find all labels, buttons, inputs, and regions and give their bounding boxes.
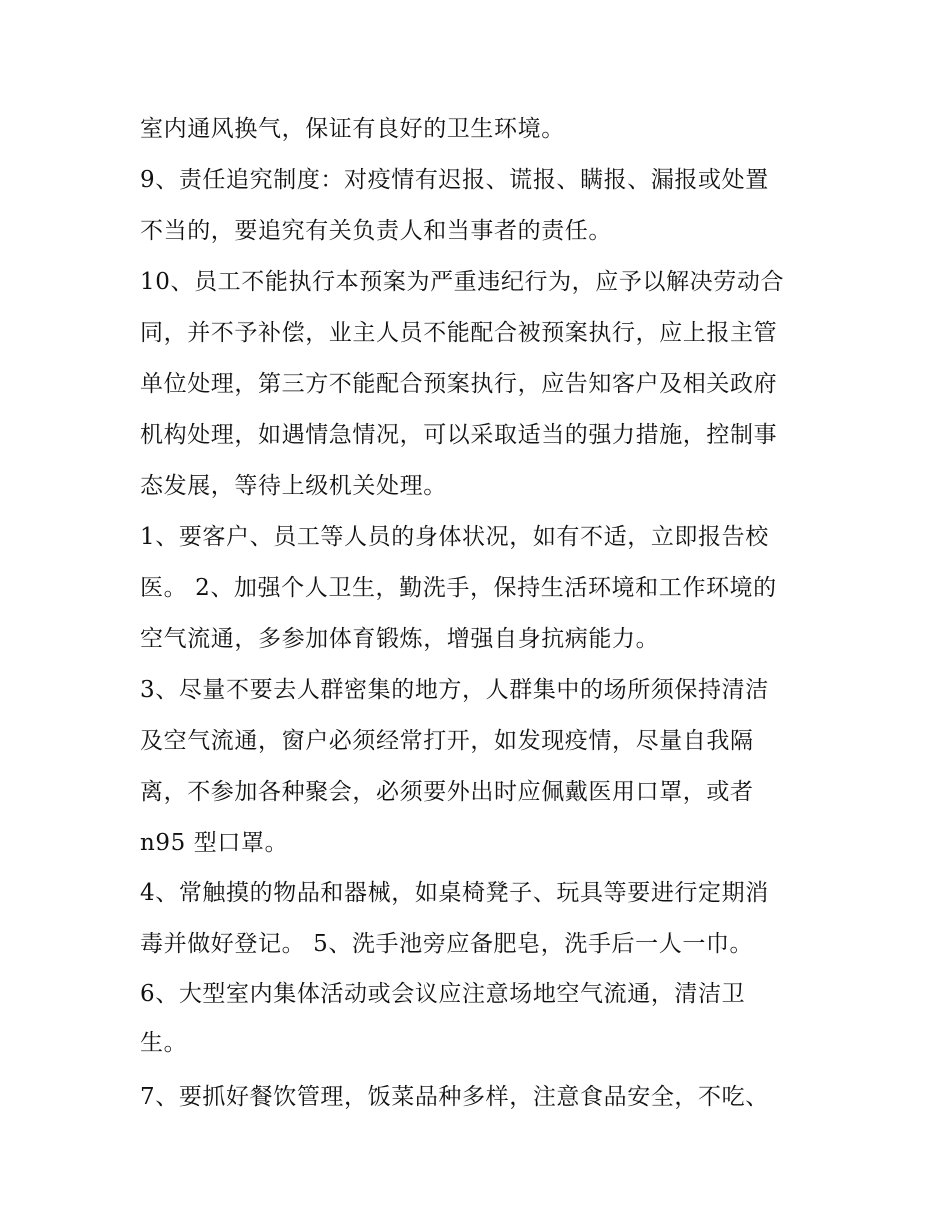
- text-line: 单位处理，第三方不能配合预案执行，应告知客户及相关政府: [140, 371, 778, 397]
- text-line: 空气流通，多参加体育锻炼，增强自身抗病能力。: [140, 626, 660, 652]
- text-line: 医。 2、加强个人卫生，勤洗手，保持生活环境和工作环境的: [140, 575, 777, 601]
- text-line: 及空气流通，窗户必须经常打开，如发现疫情，尽量自我隔: [140, 728, 754, 754]
- text-line: 6、大型室内集体活动或会议应注意场地空气流通，清洁卫: [140, 981, 746, 1007]
- text-line: 离，不参加各种聚会，必须要外出时应佩戴医用口罩，或者: [140, 779, 754, 805]
- text-line: 10、员工不能执行本预案为严重违纪行为，应予以解决劳动合: [140, 269, 785, 295]
- text-line: 同，并不予补偿，业主人员不能配合被预案执行，应上报主管: [140, 320, 778, 346]
- text-line: 态发展，等待上级机关处理。: [140, 473, 447, 499]
- text-line: 1、要客户、员工等人员的身体状况，如有不适，立即报告校: [140, 524, 769, 550]
- text-line: 机构处理，如遇情急情况，可以采取适当的强力措施，控制事: [140, 422, 778, 448]
- text-line: 9、责任追究制度：对疫情有迟报、谎报、瞒报、漏报或处置: [140, 167, 769, 193]
- text-line: 7、要抓好餐饮管理，饭菜品种多样，注意食品安全，不吃、: [140, 1084, 769, 1110]
- text-line: 不当的，要追究有关负责人和当事者的责任。: [140, 218, 612, 244]
- text-line: 4、常触摸的物品和器械，如桌椅凳子、玩具等要进行定期消: [140, 880, 769, 906]
- text-line: n95 型口罩。: [140, 830, 289, 856]
- text-line: 生。: [140, 1030, 188, 1056]
- text-line: 毒并做好登记。 5、洗手池旁应备肥皂，洗手后一人一巾。: [140, 931, 754, 957]
- text-line: 3、尽量不要去人群密集的地方，人群集中的场所须保持清洁: [140, 677, 769, 703]
- text-line: 室内通风换气，保证有良好的卫生环境。: [140, 116, 565, 142]
